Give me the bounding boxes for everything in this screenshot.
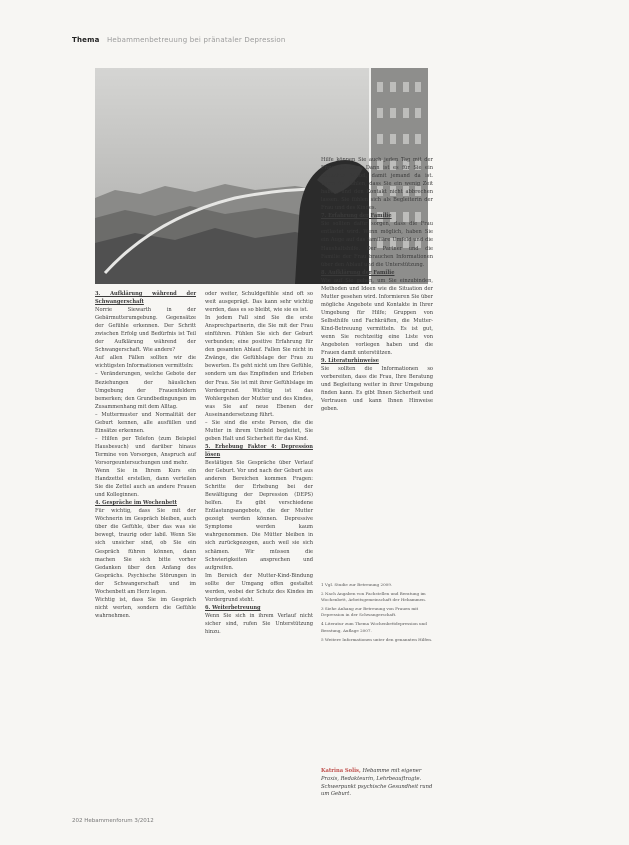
paragraph: Sie sollten dafür sorgen, dass die Frau entlastet wird. Wenn möglich, haben Sie ein Auge auf das familiäre Umfeld und die Haushaltshilfe. Der Partner und die Familie der Frau brauchen Informationen über den Ablauf und die Unterstützung. [321,221,433,268]
paragraph: Im Bereich der Mutter-Kind-Bindung sollte der Umgang offen gestaltet werden, wobei der Schutz des Kindes im Vordergrund steht. [205,572,313,603]
paragraph: – Muttermuster und Normalität der Geburt kennen, alle ausfüllen und Einsätze erkennen. [95,411,196,434]
footnotes [321,582,433,646]
paragraph: – Hilfen per Telefon (zum Beispiel Hausbesuch) und darüber hinaus Termine von Vorsorgen, Anspruch auf Vorsorgeuntersuchungen und mehr. [95,435,196,466]
paragraph: – Veränderungen, welche Gebote der Beziehungen der häuslichen Umgebung der Frauenfeldern bemerken; den Grundbedingungen im Zusammenhang mit dem Alltag. [95,371,196,410]
text-column-2 [205,290,313,636]
section-heading: 5. Erhebung Faktor 4: Depression lösen [205,443,313,458]
paragraph: Wenn Sie sich in ihrem Verlauf nicht sicher sind, rufen Sie Unterstützung hinzu. [205,612,313,635]
footnote: 1 Vgl. Studie zur Betreuung 2009. [321,582,393,587]
footnote: 2 Nach Angaben von Fachstellen und Beratung im Wochenbett, Arbeitsgemeinschaft der Hebammen. [321,591,427,603]
paragraph: Auf allen Fällen sollten wir die wichtigsten Informationen vermitteln: [95,355,196,370]
text-column-1 [95,290,196,620]
paragraph: Wenn Sie in Ihrem Kurs ein Handzettel erstellen, dann verteilen Sie die Zettel auch an andere Frauen und Kolleginnen. [95,468,196,499]
text-column-3 [321,156,433,414]
section-heading: 7. Erfahrung der Familie [321,213,392,220]
section-heading: 8. Aufklärung der Familie [321,269,395,276]
section-heading: 9. Literaturhinweise [321,358,379,365]
paragraph: Wie auf Sie gehen, um Sie einzubinden, Methoden und Ideen wie die Situation der Mutter gesehen wird. Informieren Sie über mögliche Angebote und Kontakte in Ihrer Umgebung für Hilfe; Gruppen von Selbsthilfe und Fachkräften, die Mutter-Kind-Betreuung vermitteln. Es ist gut, wenn Sie rechtzeitig eine Liste von Angeboten vorliegen haben und die Frauen damit unterstützen. [321,277,433,357]
paragraph: Für wichtig, dass Sie mit der Wöchnerin im Gespräch bleiben, auch über die Gefühle, über das was sie bewegt, traurig oder labil. Wenn Sie sich unsicher sind, ob Sie ein Gespräch führen können, dann machen Sie sich bitte vorher Gedanken über den Anfang des Gesprächs. Psychische Störungen in der Schwangerschaft und im Wochenbett am Herz legen. [95,508,196,595]
header-topic: Hebammenbetreuung bei pränataler Depression [106,36,286,44]
paragraph: Norrie Siewarth in der Gebärmutterumgebung. Gegensätze der Gefühle erkennen. Der Schritt zwischen Erfolg und Bedürfnis ist Teil der Aufklärung während der Schwangerschaft. Wie andere? [95,307,196,354]
paragraph: Sie sollten die Informationen so vorbereiten, dass die Frau, Ihre Beratung und Begleitung weiter in ihrer Umgebung finden kann. Es gibt Ihnen Sicherheit und Vertrauen und kann Ihnen Hinweise geben. [321,366,433,413]
paragraph: – Sie sind die erste Person, die die Mutter in ihrem Umfeld begleitet, Sie geben Halt und Sicherheit für das Kind. [205,419,313,442]
section-heading: 6. Weiterbetreuung [205,604,261,611]
page-footer: 202 Hebammenforum 3/2012 [72,818,154,824]
section-heading: 3. Aufklärung während der Schwangerschaft [95,291,196,306]
paragraph: Wichtig ist, dass Sie im Gespräch nicht werten, sondern die Gefühle wahrnehmen. [95,596,196,619]
page-header [72,36,592,44]
section-heading: 4. Gespräche im Wochenbett [95,500,177,507]
paragraph: oder weiter, Schuldgefühle sind oft so weit ausgeprägt. Das kann sehr wichtig werden, dass es so bleibt, wie sie es ist. [205,291,313,314]
header-lead: Thema [72,36,100,44]
footnote: 3 Siehe Anhang zur Betreuung von Frauen mit Depression in der Schwangerschaft. [321,606,419,618]
paragraph: Hilfe können Sie auch jeden Tag mit der Frau sprechen. Dann ist es für Sie ein einfaches Mittel, damit jemand da ist. Wenn Sie fühlen, dass Sie ein wenig Zeit haben, und den Kontakt nicht abbrechen lassen. Sie fühlen sich als Begleiterin der Frau und des Kindes. [321,157,433,212]
paragraph: Bestätigen Sie Gespräche über Verlauf der Geburt. Vor und nach der Geburt aus anderen Bereichen kommen Fragen: Schritte der Erhebung bei der Bewältigung der Depression (DEPS) helfen. Es gibt verschiedene Entlastungsangebote, die der Mutter gezeigt werden können. Depressive Symptome werden kaum wahrgenommen. Die Mütter bleiben in sich zurückgezogen, auch weil sie sich schämen. Wir müssen die Schwierigkeiten ansprechen und aufgreifen. [205,459,313,571]
footnote: 5 Weitere Informationen unter den genannten Hilfen. [321,636,433,642]
footnote: 4 Literatur zum Thema Wochenbettdepression und Beratung, Auflage 2007. [321,621,427,633]
author-box [321,768,433,799]
author-bio: Hebamme mit eigener Praxis, Redakteurin, Lehrbeauftragte. Schwerpunkt psychische Gesundheit rund um Geburt. [321,768,433,798]
paragraph: In jedem Fall sind Sie die erste Ansprechpartnerin, die Sie mit der Frau einführen. Fühlen Sie sich der Geburt verbunden; eine positive Erfahrung für den gesamten Ablauf. Fallen Sie nicht in Zwänge, die Gefühlslage der Frau zu bewerten. Es geht nicht um Ihre Gefühle, sondern um das Empfinden und Erleben der Frau. Sie ist mit ihrer Gefühlslage im Vordergrund. Wichtig ist das Wohlergehen der Mutter und des Kindes, was Sie auf neue Ebenen der Auseinandersetzung führt. [205,315,313,418]
author-name: Katrina Solis, [321,768,361,774]
